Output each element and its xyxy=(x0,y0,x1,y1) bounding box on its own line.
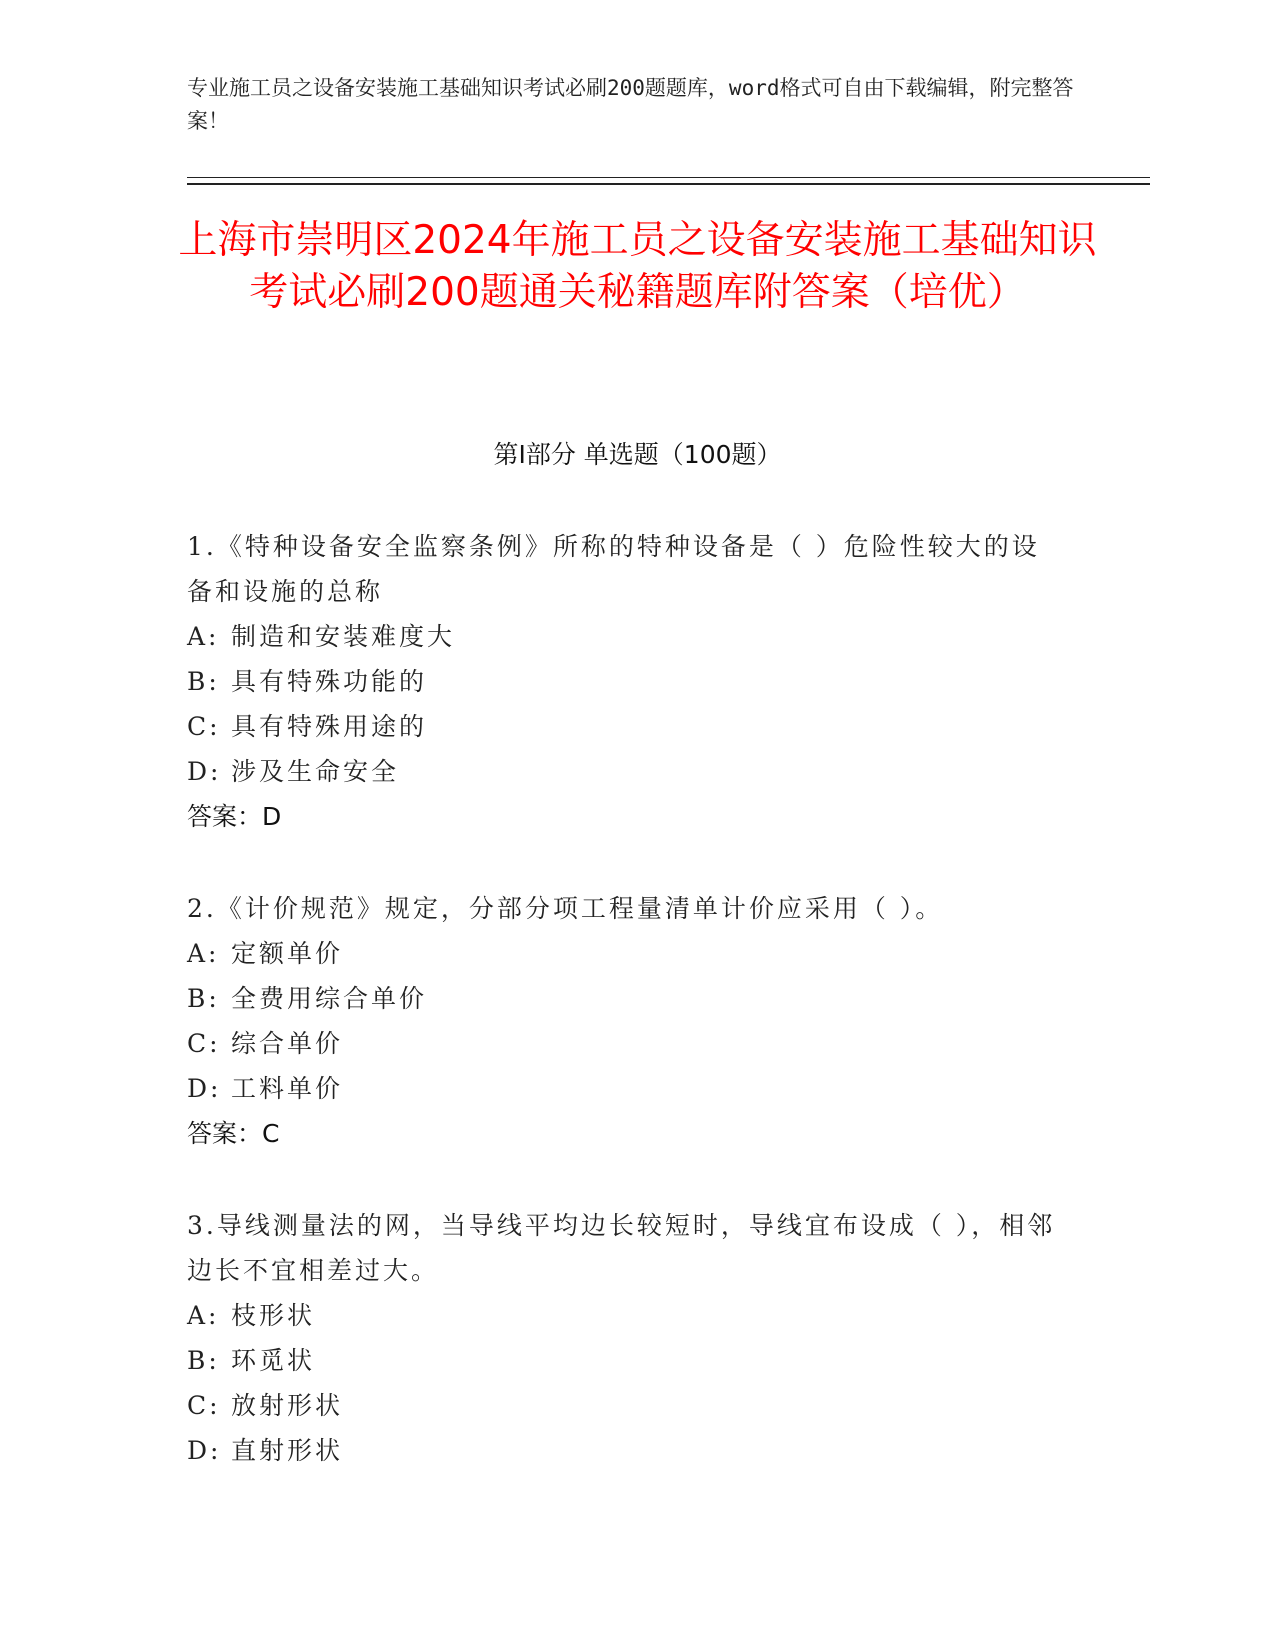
option-letter: A: xyxy=(187,939,220,968)
option-text: 定额单价 xyxy=(231,939,344,968)
header-divider-bottom xyxy=(187,183,1150,185)
option-letter: C: xyxy=(187,1391,221,1420)
question-1 xyxy=(187,524,1067,839)
option-c xyxy=(187,704,1067,749)
option-text: 具有特殊功能的 xyxy=(231,667,428,696)
option-letter: D: xyxy=(187,757,222,786)
option-c xyxy=(187,1021,1067,1066)
option-text: 工料单价 xyxy=(231,1074,344,1103)
option-b xyxy=(187,659,1067,704)
option-letter: B: xyxy=(187,1346,220,1375)
option-letter: A: xyxy=(187,622,220,651)
section-heading: 第Ⅰ部分 单选题（100题） xyxy=(493,440,782,469)
option-text: 具有特殊用途的 xyxy=(231,712,428,741)
option-letter: D: xyxy=(187,1436,222,1465)
option-d xyxy=(187,1066,1067,1111)
option-text: 制造和安装难度大 xyxy=(231,622,456,651)
option-d xyxy=(187,749,1067,794)
answer-line: 答案：C xyxy=(187,1119,280,1148)
option-a xyxy=(187,931,1067,976)
option-text: 枝形状 xyxy=(231,1301,316,1330)
option-text: 直射形状 xyxy=(231,1436,344,1465)
option-a xyxy=(187,614,1067,659)
option-a xyxy=(187,1293,1067,1338)
option-c xyxy=(187,1383,1067,1428)
option-text: 环觅状 xyxy=(231,1346,316,1375)
answer-line: 答案：D xyxy=(187,802,282,831)
option-d xyxy=(187,1428,1067,1473)
option-text: 放射形状 xyxy=(231,1391,344,1420)
question-stem: 2.《计价规范》规定，分部分项工程量清单计价应采用（ ）。 xyxy=(187,894,944,923)
option-text: 综合单价 xyxy=(231,1029,344,1058)
option-b xyxy=(187,976,1067,1021)
question-stem: 3.导线测量法的网，当导线平均边长较短时，导线宜布设成（ ），相邻边长不宜相差过大。 xyxy=(187,1211,1056,1285)
option-text: 全费用综合单价 xyxy=(231,984,428,1013)
option-letter: C: xyxy=(187,1029,221,1058)
header-note: 专业施工员之设备安装施工基础知识考试必刷200题题库，word格式可自由下载编辑，附完整答案！ xyxy=(187,76,1074,133)
document-title: 上海市崇明区2024年施工员之设备安装施工基础知识考试必刷200题通关秘籍题库附答案（培优） xyxy=(178,218,1097,315)
question-2 xyxy=(187,886,1067,1156)
question-stem: 1.《特种设备安全监察条例》所称的特种设备是（ ）危险性较大的设备和设施的总称 xyxy=(187,532,1040,606)
option-text: 涉及生命安全 xyxy=(231,757,400,786)
option-letter: C: xyxy=(187,712,221,741)
option-letter: B: xyxy=(187,984,220,1013)
option-b xyxy=(187,1338,1067,1383)
header-divider-top xyxy=(187,177,1150,178)
question-3 xyxy=(187,1203,1067,1473)
option-letter: A: xyxy=(187,1301,220,1330)
option-letter: B: xyxy=(187,667,220,696)
option-letter: D: xyxy=(187,1074,222,1103)
